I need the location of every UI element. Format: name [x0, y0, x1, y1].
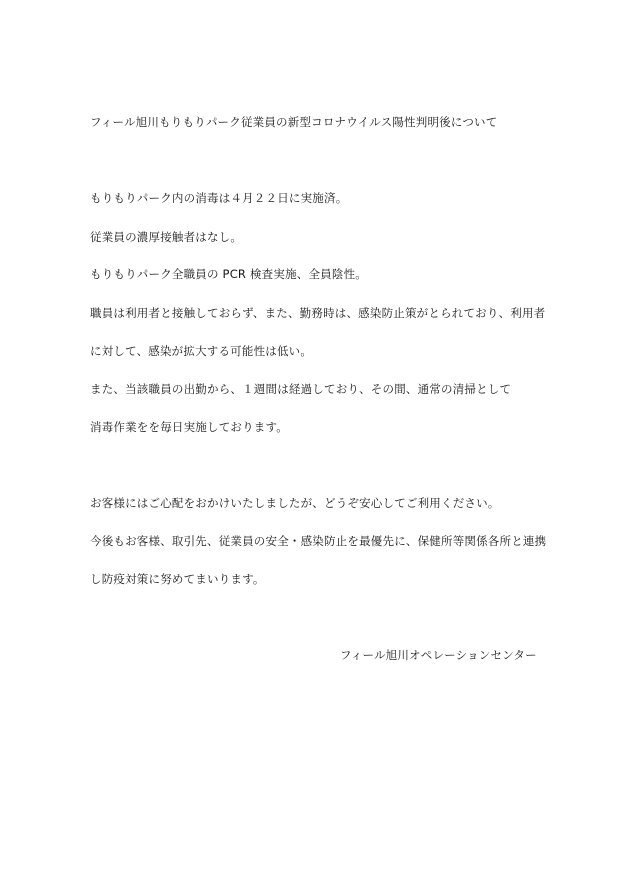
paragraph-pcr: もりもりパーク全職員の PCR 検査実施、全員陰性。: [90, 267, 367, 281]
paragraph-apology: お客様にはご心配をおかけいたしましたが、どうぞ安心してご利用ください。: [90, 496, 500, 510]
paragraph-disinfection: もりもりパーク内の消毒は４月２２日に実施済。: [90, 191, 348, 205]
paragraph-cleaning-line-2: 消毒作業をを毎日実施しております。: [90, 420, 288, 434]
paragraph-prevention-line-1: 今後もお客様、取引先、従業員の安全・感染防止を最優先に、保健所等関係各所と連携: [90, 534, 547, 548]
signature: フィール旭川オペレーションセンター: [340, 648, 537, 662]
paragraph-close-contacts: 従業員の濃厚接触者はなし。: [90, 230, 243, 244]
paragraph-cleaning-line-1: また、当該職員の出勤から、１週間は経過しており、その間、通常の清掃として: [90, 382, 512, 396]
paragraph-risk-line-1: 職員は利用者と接触しておらず、また、勤務時は、感染防止策がとられており、利用者: [90, 306, 546, 320]
paragraph-prevention-line-2: し防疫対策に努めてまいります。: [90, 572, 265, 586]
paragraph-risk-line-2: に対して、感染が拡大する可能性は低い。: [90, 344, 313, 358]
document-title: フィール旭川もりもりパーク従業員の新型コロナウイルス陽性判明後について: [90, 115, 498, 129]
